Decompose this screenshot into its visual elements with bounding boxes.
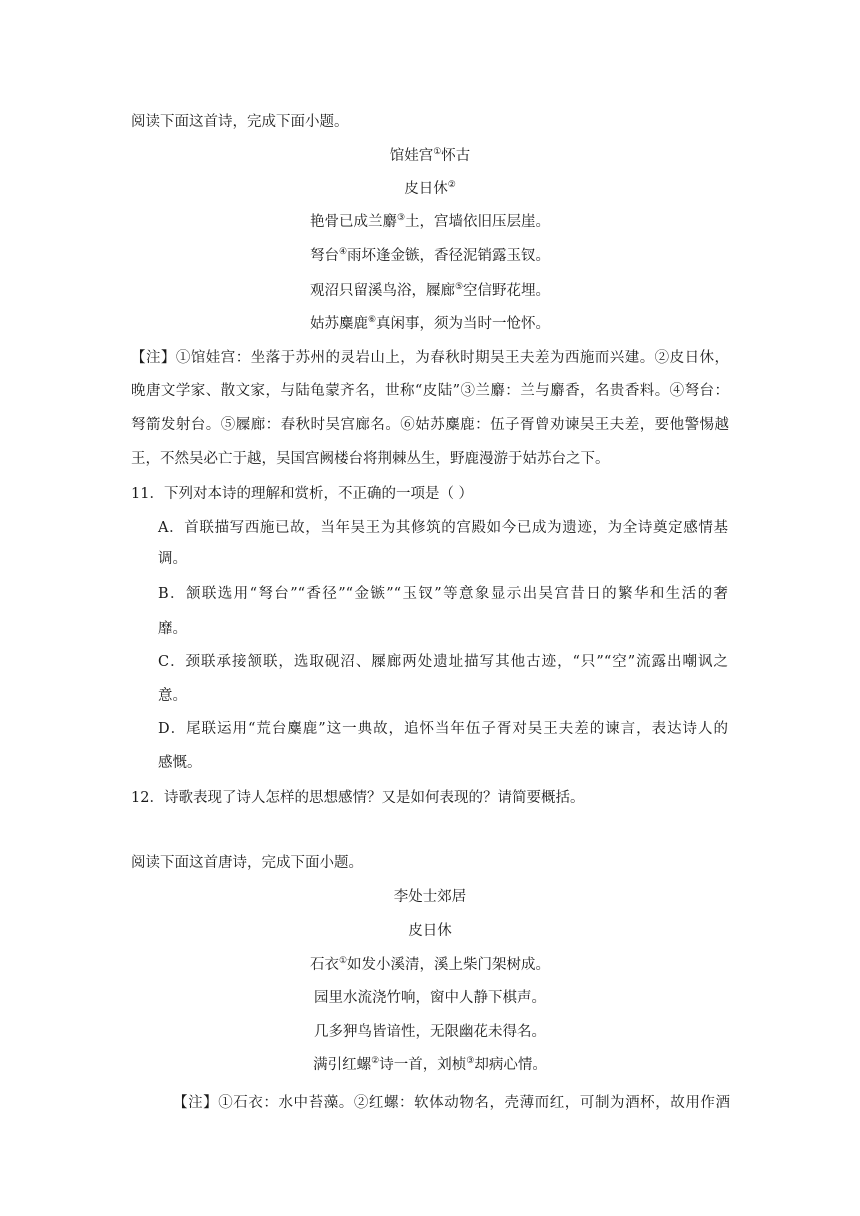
poem1-note-line: 晚唐文学家、散文家，与陆龟蒙齐名，世称“皮陆”③兰麝：兰与麝香，名贵香料。④弩台：	[131, 383, 729, 399]
poem1-note-line: 弩箭发射台。⑤屧廊：春秋时吴宫廊名。⑥姑苏麋鹿：伍子胥曾劝谏吴王夫差，要他警惕越	[131, 417, 729, 433]
question-11: 11．下列对本诗的理解和赏析，不正确的一项是（ ）	[131, 486, 474, 502]
option-c-cont: 意。	[158, 688, 187, 704]
poem2-author: 皮日休	[408, 923, 452, 939]
poem1-author: 皮日休②	[404, 180, 456, 197]
poem1-title: 馆娃宫①怀古	[389, 147, 471, 164]
option-c: C．颈联承接颔联，选取砚沼、屧廊两处遗址描写其他古迹，“只”“空”流露出嘲讽之	[158, 654, 728, 670]
option-b: B．颔联选用“弩台”“香径”“金镞”“玉钗”等意象显示出吴宫昔日的繁华和生活的奢	[158, 586, 728, 602]
poem2-note-line: 【注】①石衣：水中苔藻。②红螺：软体动物名，壳薄而红，可制为酒杯，故用作酒	[173, 1095, 730, 1111]
option-a-cont: 调。	[158, 551, 187, 567]
option-a: A．首联描写西施已故，当年吴王为其修筑的宫殿如今已成为遗迹，为全诗奠定感情基	[158, 520, 728, 536]
section1-intro: 阅读下面这首诗，完成下面小题。	[131, 114, 349, 130]
option-d-cont: 感慨。	[158, 755, 202, 771]
poem2-line: 满引红螺②诗一首，刘桢③却病心情。	[313, 1056, 547, 1073]
poem2-title: 李处士郊居	[393, 889, 467, 905]
poem2-line: 石衣①如发小溪清，溪上柴门架树成。	[309, 956, 551, 973]
poem2-line: 几多狎鸟皆谙性，无限幽花未得名。	[314, 1024, 546, 1040]
poem1-note-line: 王，不然吴必亡于越，吴国宫阙楼台将荆棘丛生，野鹿漫游于姑苏台之下。	[131, 451, 610, 467]
poem1-line: 观沼只留溪鸟浴，屧廊⑤空信野花埋。	[309, 282, 551, 299]
poem1-note-line: 【注】①馆娃宫：坐落于苏州的灵岩山上，为春秋时期吴王夫差为西施而兴建。②皮日休，	[131, 350, 729, 366]
poem1-line: 姑苏麋鹿⑥真闲事，须为当时一怆怀。	[309, 315, 551, 332]
option-d: D．尾联运用“荒台麋鹿”这一典故，追怀当年伍子胥对吴王夫差的谏言，表达诗人的	[158, 721, 728, 737]
question-12: 12．诗歌表现了诗人怎样的思想感情？又是如何表现的？请简要概括。	[131, 790, 585, 806]
poem1-line: 弩台④雨坏逢金镞，香径泥销露玉钗。	[309, 247, 551, 264]
poem2-line: 园里水流浇竹响，窗中人静下棋声。	[314, 990, 546, 1006]
poem1-line: 艳骨已成兰麝③土，宫墙依旧压层崖。	[309, 213, 551, 230]
section2-intro: 阅读下面这首唐诗，完成下面小题。	[131, 855, 363, 871]
option-b-cont: 靡。	[158, 621, 187, 637]
